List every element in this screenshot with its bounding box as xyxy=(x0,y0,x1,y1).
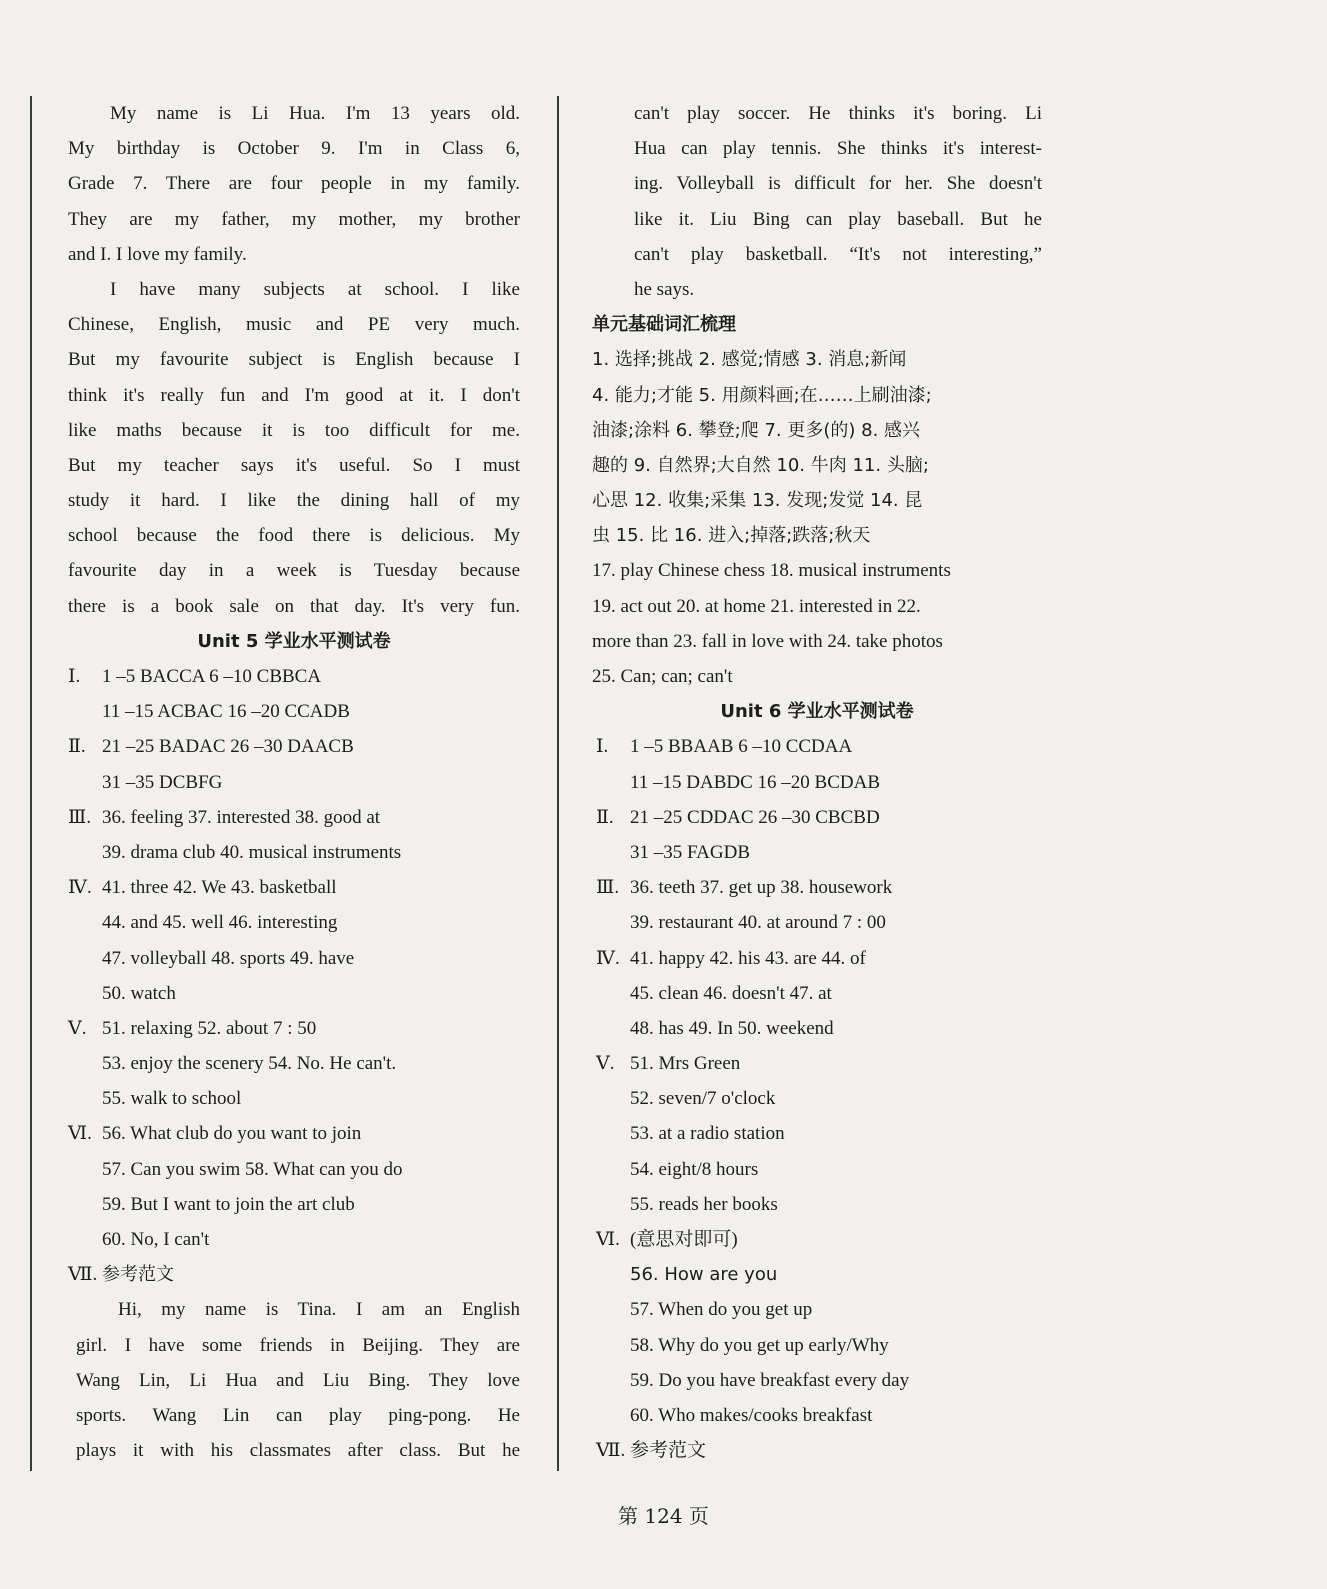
answer-text: 11 –15 ACBAC 16 –20 CCADB xyxy=(102,701,350,723)
essay-line: study it hard. I like the dining hall of my xyxy=(68,490,520,512)
essay-tina-continued xyxy=(592,96,1042,307)
answer-row xyxy=(596,765,1042,800)
essay-line: there is a book sale on that day. It's very fun. xyxy=(68,595,520,617)
answer-row xyxy=(596,1116,1042,1151)
left-margin-rule xyxy=(30,96,32,1471)
section-numeral: Ⅴ. xyxy=(68,1017,87,1039)
answer-row xyxy=(68,1257,520,1292)
essay-line: I have many subjects at school. I like xyxy=(110,278,520,300)
answer-row xyxy=(68,729,520,764)
answer-row xyxy=(68,1081,520,1116)
page-number: 第 124 页 xyxy=(618,1504,709,1528)
answer-row xyxy=(596,1433,1042,1468)
answer-row xyxy=(596,1222,1042,1257)
unit6-answers xyxy=(592,729,1042,1468)
answer-row xyxy=(68,1046,520,1081)
answer-row xyxy=(68,905,520,940)
unit5-answers xyxy=(68,659,520,1292)
answer-text: 51. relaxing 52. about 7 : 50 xyxy=(102,1017,317,1039)
section-numeral: Ⅰ. xyxy=(596,736,609,758)
answer-row xyxy=(596,1328,1042,1363)
answer-text: 57. Can you swim 58. What can you do xyxy=(102,1158,403,1180)
essay-line: sports. Wang Lin can play ping-pong. He xyxy=(76,1404,520,1426)
essay-line: school because the food there is delicious. My xyxy=(68,525,520,547)
essay-line: plays it with his classmates after class. But he xyxy=(76,1440,520,1462)
answer-text: 参考范文 xyxy=(102,1264,174,1286)
essay-line: My birthday is October 9. I'm in Class 6, xyxy=(68,138,520,160)
answer-text: 54. eight/8 hours xyxy=(630,1158,759,1180)
vocab-line: 虫 15. 比 16. 进入;掉落;跌落;秋天 xyxy=(592,525,871,547)
essay-line: think it's really fun and I'm good at it. I don't xyxy=(68,384,520,406)
answer-row xyxy=(68,1011,520,1046)
answer-text: 1 –5 BACCA 6 –10 CBBCA xyxy=(102,666,322,687)
answer-row xyxy=(596,1292,1042,1327)
essay-tina xyxy=(68,1292,520,1468)
answer-row xyxy=(596,941,1042,976)
essay-line: like it. Liu Bing can play baseball. But he xyxy=(634,208,1042,230)
answer-row xyxy=(596,1257,1042,1292)
essay-line: But my teacher says it's useful. So I must xyxy=(68,454,520,476)
answer-row xyxy=(596,1152,1042,1187)
section-numeral: Ⅱ. xyxy=(596,806,614,828)
answer-row xyxy=(596,1011,1042,1046)
answer-text: 59. Do you have breakfast every day xyxy=(630,1369,910,1391)
answer-text: 52. seven/7 o'clock xyxy=(630,1088,776,1110)
vocab-heading: 单元基础词汇梳理 xyxy=(592,314,736,336)
essay-line: But my favourite subject is English because I xyxy=(68,349,520,371)
answer-text: 56. How are you xyxy=(630,1264,778,1286)
answer-row xyxy=(596,905,1042,940)
answer-text: 41. happy 42. his 43. are 44. of xyxy=(630,947,866,969)
section-numeral: Ⅰ. xyxy=(68,666,81,687)
answer-text: 55. reads her books xyxy=(630,1193,778,1215)
answer-text: 60. Who makes/cooks breakfast xyxy=(630,1404,873,1426)
essay-line: My name is Li Hua. I'm 13 years old. xyxy=(110,103,520,124)
answer-text: 60. No, I can't xyxy=(102,1229,210,1250)
answer-text: 59. But I want to join the art club xyxy=(102,1193,355,1215)
answer-text: 21 –25 CDDAC 26 –30 CBCBD xyxy=(630,806,880,828)
essay-line: like maths because it is too difficult for me. xyxy=(68,419,520,441)
essay-line: They are my father, my mother, my brother xyxy=(68,208,520,230)
essay-line: Hua can play tennis. She thinks it's interest- xyxy=(634,138,1042,160)
section-numeral: Ⅲ. xyxy=(68,806,92,828)
answer-text: 39. restaurant 40. at around 7 : 00 xyxy=(630,912,886,934)
answer-row xyxy=(68,694,520,729)
section-numeral: Ⅶ. xyxy=(68,1264,98,1286)
essay-line: he says. xyxy=(634,278,695,300)
answer-text: 57. When do you get up xyxy=(630,1299,813,1321)
vocab-line: 25. Can; can; can't xyxy=(592,666,733,687)
vocab-line: 17. play Chinese chess 18. musical instruments xyxy=(592,560,951,582)
answer-row xyxy=(68,659,520,694)
answer-text: 36. feeling 37. interested 38. good at xyxy=(102,806,381,828)
answer-text: 31 –35 FAGDB xyxy=(630,841,750,863)
essay-line: Chinese, English, music and PE very much. xyxy=(68,314,520,336)
answer-row xyxy=(68,976,520,1011)
answer-text: 1 –5 BBAAB 6 –10 CCDAA xyxy=(630,736,853,758)
answer-text: 31 –35 DCBFG xyxy=(102,771,223,793)
answer-row xyxy=(596,1046,1042,1081)
section-numeral: Ⅴ. xyxy=(596,1053,615,1075)
answer-row xyxy=(596,1187,1042,1222)
section-numeral: Ⅶ. xyxy=(596,1440,626,1462)
answer-text: 11 –15 DABDC 16 –20 BCDAB xyxy=(630,771,881,793)
answer-row xyxy=(68,835,520,870)
answer-text: 45. clean 46. doesn't 47. at xyxy=(630,982,832,1004)
essay-line: ing. Volleyball is difficult for her. She doesn't xyxy=(634,173,1042,195)
answer-row xyxy=(596,1081,1042,1116)
answer-text: 55. walk to school xyxy=(102,1088,242,1110)
answer-row xyxy=(68,1222,520,1257)
answer-text: 58. Why do you get up early/Why xyxy=(630,1334,889,1356)
answer-text: 36. teeth 37. get up 38. housework xyxy=(630,877,893,899)
section-numeral: Ⅲ. xyxy=(596,877,620,899)
answer-row xyxy=(596,976,1042,1011)
vocab-line: 油漆;涂料 6. 攀登;爬 7. 更多(的) 8. 感兴 xyxy=(592,419,921,441)
section-numeral: Ⅵ. xyxy=(596,1229,620,1250)
answer-text: 50. watch xyxy=(102,982,176,1004)
vocab-line: 1. 选择;挑战 2. 感觉;情感 3. 消息;新闻 xyxy=(592,349,907,371)
answer-row xyxy=(68,1116,520,1151)
essay-line: can't play soccer. He thinks it's boring. Li xyxy=(634,103,1042,124)
answer-text: 21 –25 BADAC 26 –30 DAACB xyxy=(102,736,354,758)
essay-li-hua xyxy=(68,96,520,624)
vocab-line: more than 23. fall in love with 24. take photos xyxy=(592,630,943,652)
answer-row xyxy=(68,765,520,800)
column-divider xyxy=(557,96,559,1471)
essay-line: and I. I love my family. xyxy=(68,243,247,265)
answer-row xyxy=(596,729,1042,764)
vocab-list xyxy=(592,342,1042,694)
essay-line: Wang Lin, Li Hua and Liu Bing. They love xyxy=(76,1369,520,1391)
answer-text: 48. has 49. In 50. weekend xyxy=(630,1017,834,1039)
answer-text: 51. Mrs Green xyxy=(630,1053,741,1075)
left-column xyxy=(68,96,520,1468)
essay-line: Hi, my name is Tina. I am an English xyxy=(118,1299,520,1321)
section-numeral: Ⅱ. xyxy=(68,736,86,758)
right-column xyxy=(592,96,1042,1468)
answer-row xyxy=(596,870,1042,905)
answer-text: (意思对即可) xyxy=(630,1229,738,1250)
answer-text: 44. and 45. well 46. interesting xyxy=(102,912,338,934)
essay-line: girl. I have some friends in Beijing. They are xyxy=(76,1334,520,1356)
answer-row xyxy=(68,870,520,905)
vocab-line: 4. 能力;才能 5. 用颜料画;在……上刷油漆; xyxy=(592,384,932,406)
answer-row xyxy=(596,835,1042,870)
answer-row xyxy=(68,1152,520,1187)
unit5-heading: Unit 5 学业水平测试卷 xyxy=(197,630,391,652)
vocab-line: 19. act out 20. at home 21. interested in 22. xyxy=(592,595,921,617)
answer-row xyxy=(68,1187,520,1222)
section-numeral: Ⅳ. xyxy=(596,947,620,969)
essay-line: can't play basketball. “It's not interesting,” xyxy=(634,243,1042,265)
essay-line: favourite day in a week is Tuesday because xyxy=(68,560,520,582)
answer-row xyxy=(596,1398,1042,1433)
section-numeral: Ⅵ. xyxy=(68,1123,92,1145)
section-numeral: Ⅳ. xyxy=(68,877,92,899)
answer-row xyxy=(596,1363,1042,1398)
answer-text: 53. enjoy the scenery 54. No. He can't. xyxy=(102,1053,397,1075)
unit6-heading: Unit 6 学业水平测试卷 xyxy=(720,701,914,723)
answer-text: 39. drama club 40. musical instruments xyxy=(102,841,402,863)
answer-text: 56. What club do you want to join xyxy=(102,1123,362,1145)
vocab-line: 心思 12. 收集;采集 13. 发现;发觉 14. 昆 xyxy=(592,490,923,512)
answer-row xyxy=(68,800,520,835)
answer-row xyxy=(596,800,1042,835)
answer-text: 53. at a radio station xyxy=(630,1123,785,1145)
answer-text: 47. volleyball 48. sports 49. have xyxy=(102,947,355,969)
vocab-line: 趣的 9. 自然界;大自然 10. 牛肉 11. 头脑; xyxy=(592,454,929,476)
answer-text: 41. three 42. We 43. basketball xyxy=(102,877,337,899)
answer-text: 参考范文 xyxy=(630,1440,707,1462)
essay-line: Grade 7. There are four people in my family. xyxy=(68,173,520,195)
answer-row xyxy=(68,941,520,976)
